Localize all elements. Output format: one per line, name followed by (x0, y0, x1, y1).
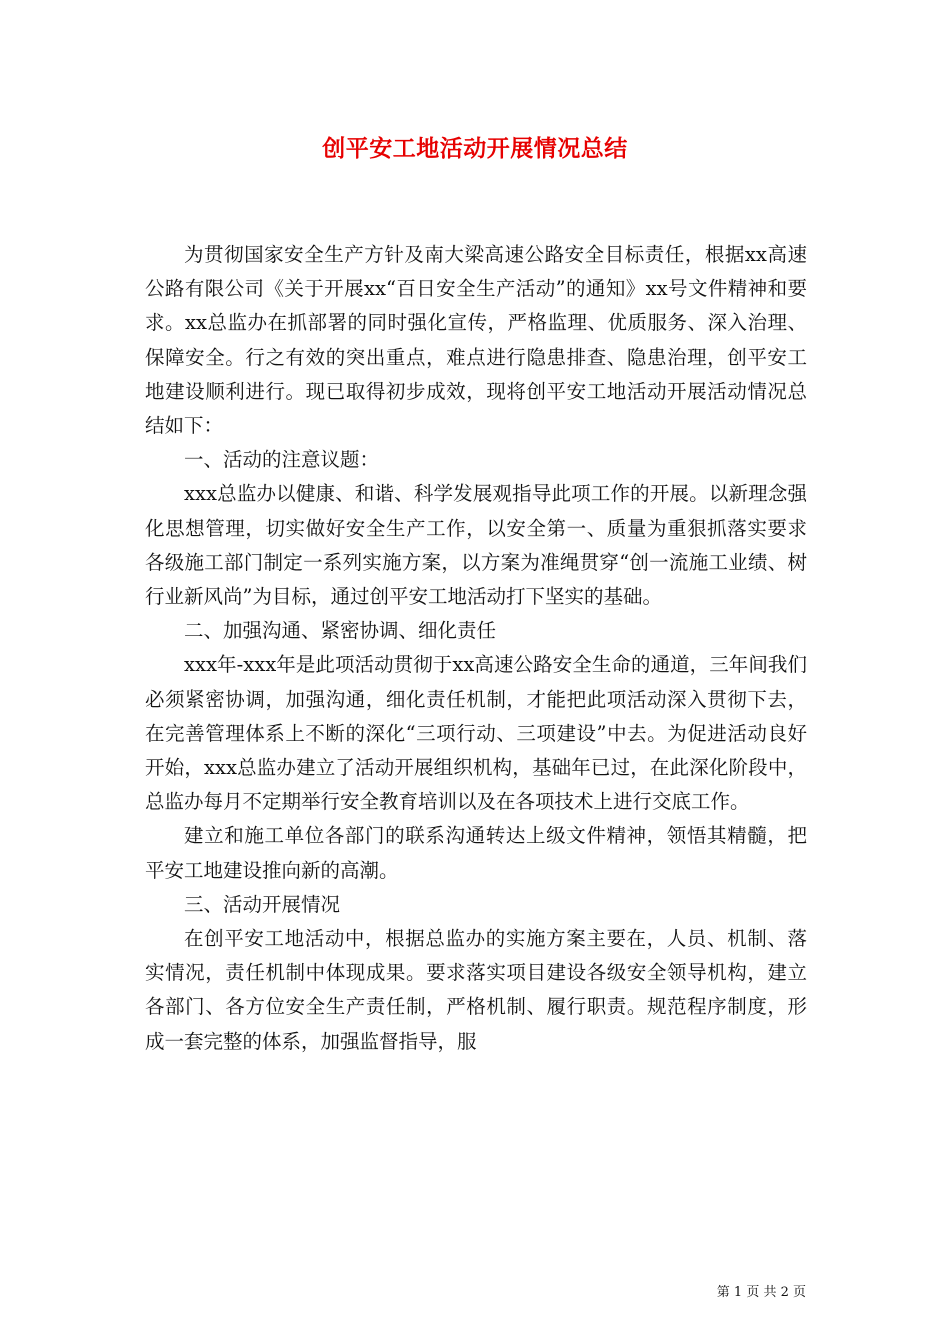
section-heading-1: 一、活动的注意议题： (184, 448, 380, 472)
document-title: 创平安工地活动开展情况总结 (322, 135, 628, 162)
paragraph-intro: 为贯彻国家安全生产方针及南大梁高速公路安全目标责任，根据xx高速公路有限公司《关于开展xx“百日安全生产活动”的通知》xx号文件精神和要求。xx总监办在抓部署的同时强化宣传，严格监理、优质服务、深入治理、保障安全。行之有效的突出重点，难点进行隐患排查、隐患治理，创平安工地建设顺利进行。现已取得初步成效，现将创平安工地活动开展活动情况总结如下： (145, 243, 807, 438)
paragraph-section-3: 在创平安工地活动中，根据总监办的实施方案主要在，人员、机制、落实情况，责任机制中体现成果。要求落实项目建设各级安全领导机构，建立各部门、各方位安全生产责任制，严格机制、履行职责。规范程序制度，形成一套完整的体系，加强监督指导，服 (145, 927, 807, 1053)
page-number: 第 1 页 共 2 页 (716, 1285, 806, 1300)
paragraph-section-2b: 建立和施工单位各部门的联系沟通转达上级文件精神，领悟其精髓，把平安工地建设推向新的高潮。 (145, 824, 807, 882)
document-body (145, 238, 807, 1059)
section-heading-2: 二、加强沟通、紧密协调、细化责任 (184, 619, 497, 643)
paragraph-section-1: xxx总监办以健康、和谐、科学发展观指导此项工作的开展。以新理念强化思想管理，切实做好安全生产工作，以安全第一、质量为重狠抓落实要求各级施工部门制定一系列实施方案，以方案为准绳贯穿“创一流施工业绩、树行业新风尚”为目标，通过创平安工地活动打下坚实的基础。 (145, 482, 807, 609)
section-heading-3: 三、活动开展情况 (184, 892, 341, 916)
paragraph-section-2: xxx年-xxx年是此项活动贯彻于xx高速公路安全生命的通道，三年间我们必须紧密协调，加强沟通，细化责任机制，才能把此项活动深入贯彻下去，在完善管理体系上不断的深化“三项行动、三项建设”中去。为促进活动良好开始，xxx总监办建立了活动开展组织机构，基础年已过，在此深化阶段中，总监办每月不定期举行安全教育培训以及在各项技术上进行交底工作。 (145, 653, 807, 814)
